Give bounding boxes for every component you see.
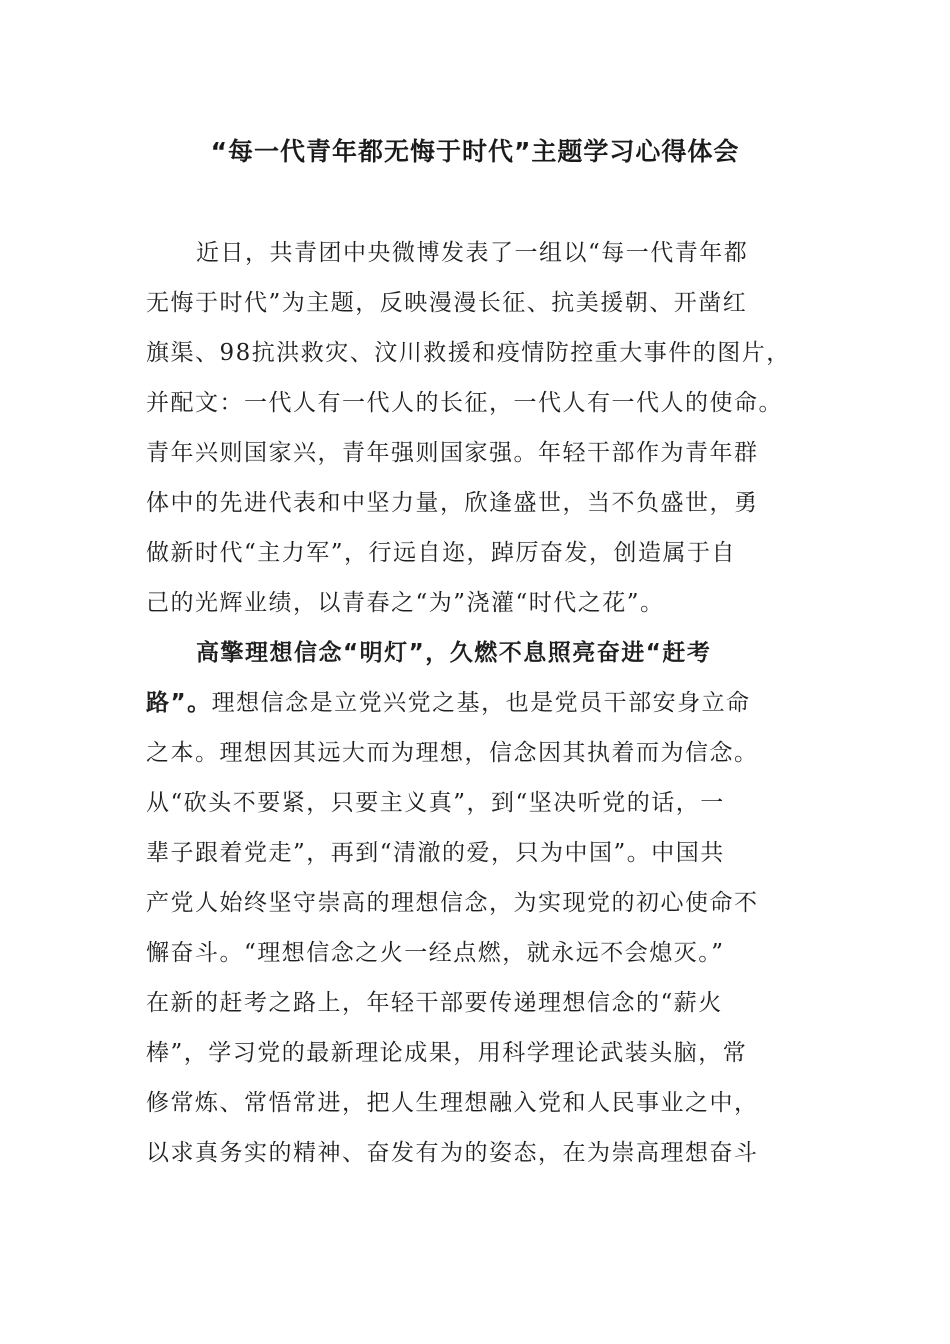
paragraph-line: 棒”，学习党的最新理论成果，用科学理论武装头脑，常 <box>146 1040 748 1066</box>
paragraph-ideals <box>146 628 796 1178</box>
paragraph-line: 做新时代“主力军”，行远自迩，踔厉奋发，创造属于自 <box>146 540 737 566</box>
paragraph-line: 产党人始终坚守崇高的理想信念，为实现党的初心使命不 <box>146 890 759 916</box>
paragraph-intro <box>146 228 796 628</box>
paragraph-line: 在新的赶考之路上，年轻干部要传递理想信念的“薪火 <box>146 990 723 1016</box>
section-heading-end: 路”。 <box>146 690 212 716</box>
paragraph-line: 以求真务实的精神、奋发有为的姿态，在为崇高理想奋斗 <box>146 1140 759 1166</box>
paragraph-line: 己的光辉业绩，以青春之“为”浇灌“时代之花”。 <box>146 590 665 616</box>
paragraph-line: 青年兴则国家兴，青年强则国家强。年轻干部作为青年群 <box>146 440 759 466</box>
paragraph-line: 懈奋斗。“理想信念之火一经点燃，就永远不会熄灭。” <box>146 940 725 966</box>
document-title: “每一代青年都无悔于时代”主题学习心得体会 <box>210 137 740 166</box>
paragraph-line: 之本。理想因其远大而为理想，信念因其执着而为信念。 <box>146 740 759 766</box>
paragraph-line: 体中的先进代表和中坚力量，欣逢盛世，当不负盛世，勇 <box>146 490 759 516</box>
paragraph-text: 理想信念是立党兴党之基，也是党员干部安身立命 <box>211 690 751 716</box>
document-body <box>146 228 796 1178</box>
paragraph-line: 从“砍头不要紧，只要主义真”，到“坚决听党的话，一 <box>146 790 725 816</box>
paragraph-line: 无悔于时代”为主题，反映漫漫长征、抗美援朝、开凿红 <box>146 290 748 316</box>
section-heading: 高擎理想信念“明灯”，久燃不息照亮奋进“赶考 <box>196 640 712 666</box>
paragraph-line: 辈子跟着党走”，再到“清澈的爱，只为中国”。中国共 <box>146 840 725 866</box>
paragraph-line: 旗渠、98抗洪救灾、汶川救援和疫情防控重大事件的图片， <box>146 340 791 366</box>
paragraph-line: 近日，共青团中央微博发表了一组以“每一代青年都 <box>196 240 749 266</box>
paragraph-line <box>146 678 796 728</box>
paragraph-line: 修常炼、常悟常进，把人生理想融入党和人民事业之中， <box>146 1090 759 1116</box>
paragraph-line: 并配文：一代人有一代人的长征，一代人有一代人的使命。 <box>146 390 783 416</box>
